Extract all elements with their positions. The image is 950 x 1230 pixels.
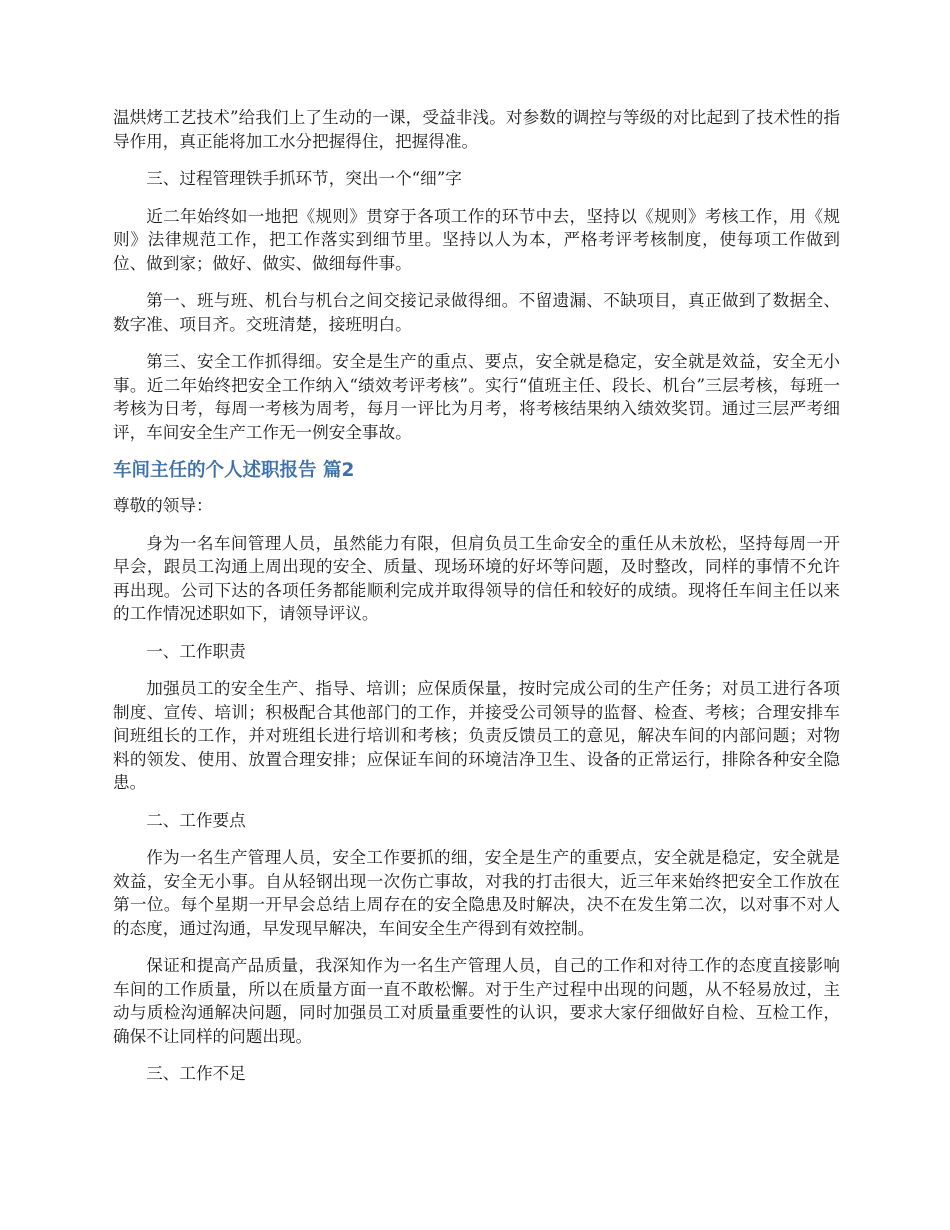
body-paragraph: 第一、班与班、机台与机台之间交接记录做得细。不留遗漏、不缺项目，真正做到了数据全、数字准、项目齐。交班清楚，接班明白。	[113, 291, 840, 334]
body-paragraph: 温烘烤工艺技术”给我们上了生动的一课，受益非浅。对参数的调控与等级的对比起到了技术性的指导作用，真正能将加工水分把握得住，把握得准。	[113, 108, 840, 151]
section-subheading: 二、工作要点	[146, 810, 246, 830]
document-page	[113, 106, 840, 1100]
section-subheading: 三、过程管理铁手抓环节，突出一个“细”字	[146, 169, 462, 188]
section-subheading: 三、工作不足	[146, 1064, 246, 1083]
body-paragraph: 近二年始终如一地把《规则》贯穿于各项工作的环节中去，坚持以《规则》考核工作，用《规则》法律规范工作，把工作落实到细节里。坚持以人为本，严格考评考核制度，使每项工作做到位、做到家；做好、做实、做细每件事。	[113, 206, 840, 273]
section-subheading: 一、工作职责	[146, 641, 246, 661]
body-paragraph: 身为一名车间管理人员，虽然能力有限，但肩负员工生命安全的重任从未放松，坚持每周一开早会，跟员工沟通上周出现的安全、质量、现场环境的好坏等问题，及时整改，同样的事情不允许再出现。公司下达的各项任务都能顺利完成并取得领导的信任和较好的成绩。现将任车间主任以来的工作情况述职如下，请领导评议。	[113, 533, 840, 623]
article-heading: 车间主任的个人述职报告 篇2	[113, 460, 355, 481]
body-paragraph: 保证和提高产品质量，我深知作为一名生产管理人员，自己的工作和对待工作的态度直接影响车间的工作质量，所以在质量方面一直不敢松懈。对于生产过程中出现的问题，从不轻易放过，主动与质检沟通解决问题，同时加强员工对质量重要性的认识，要求大家仔细做好自检、互检工作，确保不让同样的问题出现。	[113, 956, 840, 1046]
greeting: 尊敬的领导：	[113, 496, 213, 515]
body-paragraph: 作为一名生产管理人员，安全工作要抓的细，安全是生产的重要点，安全就是稳定，安全就是效益，安全无小事。自从轻钢出现一次伤亡事故，对我的打击很大，近三年来始终把安全工作放在第一位。每个星期一开早会总结上周存在的安全隐患及时解决，决不在发生第二次，以对事不对人的态度，通过沟通，早发现早解决，车间安全生产得到有效控制。	[113, 848, 840, 938]
body-paragraph: 加强员工的安全生产、指导、培训；应保质保量，按时完成公司的生产任务；对员工进行各项制度、宣传、培训；积极配合其他部门的工作，并接受公司领导的监督、检查、考核；合理安排车间班组长的工作，并对班组长进行培训和考核；负责反馈员工的意见，解决车间的内部问题；对物料的领发、使用、放置合理安排；应保证车间的环境洁净卫生、设备的正常运行，排除各种安全隐患。	[113, 679, 840, 792]
body-paragraph: 第三、安全工作抓得细。安全是生产的重点、要点，安全就是稳定，安全就是效益，安全无小事。近二年始终把安全工作纳入“绩效考评考核”。实行“值班主任、段长、机台”三层考核，每班一考核为日考，每周一考核为周考，每月一评比为月考，将考核结果纳入绩效奖罚。通过三层严考细评，车间安全生产工作无一例安全事故。	[113, 352, 840, 442]
